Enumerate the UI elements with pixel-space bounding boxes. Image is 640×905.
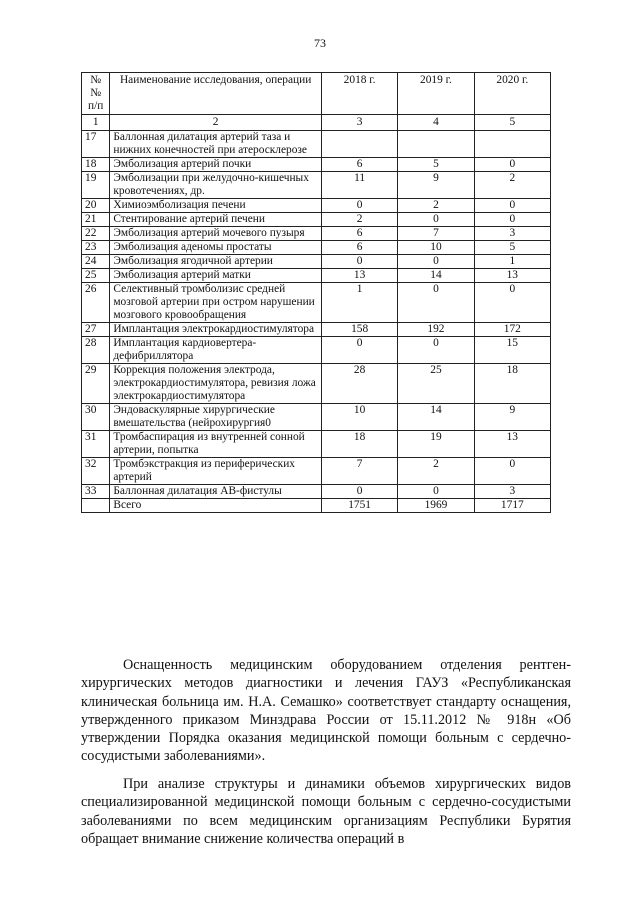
table-row xyxy=(82,227,551,241)
row-2019 xyxy=(398,131,474,158)
row-name: Эмболизация артерий мочевого пузыря xyxy=(110,227,322,241)
row-name: Эмболизация артерий почки xyxy=(110,158,322,172)
row-2018: 0 xyxy=(321,255,397,269)
col-index-5: 5 xyxy=(474,115,550,131)
row-2020: 0 xyxy=(474,199,550,213)
header-name: Наименование исследования, операции xyxy=(110,73,322,115)
row-2019: 2 xyxy=(398,199,474,213)
row-name: Эмболизация артерий матки xyxy=(110,269,322,283)
row-2018: 6 xyxy=(321,227,397,241)
row-2018: 0 xyxy=(321,337,397,364)
col-index-3: 3 xyxy=(321,115,397,131)
column-index-row xyxy=(82,115,551,131)
table-body xyxy=(82,131,551,499)
row-name: Баллонная дилатация артерий таза и нижних конечностей при атеросклерозе xyxy=(110,131,322,158)
col-index-2: 2 xyxy=(110,115,322,131)
table-row xyxy=(82,458,551,485)
row-number: 23 xyxy=(82,241,110,255)
row-2018: 158 xyxy=(321,323,397,337)
operations-table xyxy=(81,72,551,513)
row-number: 22 xyxy=(82,227,110,241)
row-2019: 9 xyxy=(398,172,474,199)
row-2018: 7 xyxy=(321,458,397,485)
row-name: Баллонная дилатация АВ-фистулы xyxy=(110,485,322,499)
table-row xyxy=(82,485,551,499)
row-2019: 19 xyxy=(398,431,474,458)
row-2018: 11 xyxy=(321,172,397,199)
row-2020: 0 xyxy=(474,213,550,227)
table-row xyxy=(82,241,551,255)
row-number: 33 xyxy=(82,485,110,499)
row-number: 28 xyxy=(82,337,110,364)
row-2020: 13 xyxy=(474,431,550,458)
table-row xyxy=(82,323,551,337)
row-number: 30 xyxy=(82,404,110,431)
row-number: 26 xyxy=(82,283,110,323)
col-index-4: 4 xyxy=(398,115,474,131)
row-2018: 10 xyxy=(321,404,397,431)
total-2018: 1751 xyxy=(321,499,397,513)
row-2020: 0 xyxy=(474,458,550,485)
row-2020: 3 xyxy=(474,227,550,241)
row-2019: 0 xyxy=(398,337,474,364)
row-name: Тромбэкстракция из периферических артерий xyxy=(110,458,322,485)
row-2019: 5 xyxy=(398,158,474,172)
paragraph-analysis: При анализе структуры и динамики объемов хирургических видов специализированной медицинской помощи больным с сердечно-сосудистыми заболеваниями по всем медицинским организациям Республики Бурятия обращает внимание снижение количества операций в xyxy=(81,776,571,847)
row-number: 24 xyxy=(82,255,110,269)
row-number: 19 xyxy=(82,172,110,199)
header-2018: 2018 г. xyxy=(321,73,397,115)
row-number: 20 xyxy=(82,199,110,213)
row-2020: 15 xyxy=(474,337,550,364)
row-2019: 7 xyxy=(398,227,474,241)
row-2020: 0 xyxy=(474,158,550,172)
col-index-1: 1 xyxy=(82,115,110,131)
row-2019: 14 xyxy=(398,269,474,283)
row-2020: 2 xyxy=(474,172,550,199)
row-name: Коррекция положения электрода, электрокардиостимулятора, ревизия ложа электрокардиостимулятора xyxy=(110,364,322,404)
row-name: Имплантация кардиовертера-дефибриллятора xyxy=(110,337,322,364)
table-row xyxy=(82,199,551,213)
row-2019: 0 xyxy=(398,213,474,227)
table-row xyxy=(82,404,551,431)
row-2018: 0 xyxy=(321,199,397,213)
table-row xyxy=(82,131,551,158)
table-row xyxy=(82,213,551,227)
row-2018: 2 xyxy=(321,213,397,227)
total-2019: 1969 xyxy=(398,499,474,513)
table-row xyxy=(82,337,551,364)
row-number: 18 xyxy=(82,158,110,172)
table-row xyxy=(82,269,551,283)
row-2020: 13 xyxy=(474,269,550,283)
row-2020: 3 xyxy=(474,485,550,499)
row-name: Эндоваскулярные хирургические вмешательства (нейрохирургия0 xyxy=(110,404,322,431)
row-2020: 1 xyxy=(474,255,550,269)
row-number: 21 xyxy=(82,213,110,227)
row-2018: 6 xyxy=(321,158,397,172)
row-2019: 25 xyxy=(398,364,474,404)
row-name: Имплантация электрокардиостимулятора xyxy=(110,323,322,337)
row-name: Эмболизация аденомы простаты xyxy=(110,241,322,255)
row-2018: 18 xyxy=(321,431,397,458)
row-number: 29 xyxy=(82,364,110,404)
row-name: Стентирование артерий печени xyxy=(110,213,322,227)
row-name: Эмболизации при желудочно-кишечных кровотечениях, др. xyxy=(110,172,322,199)
table-row xyxy=(82,431,551,458)
row-2018 xyxy=(321,131,397,158)
row-number: 17 xyxy=(82,131,110,158)
row-2020: 0 xyxy=(474,283,550,323)
table-row xyxy=(82,172,551,199)
row-2019: 2 xyxy=(398,458,474,485)
table-header-row xyxy=(82,73,551,115)
row-2018: 13 xyxy=(321,269,397,283)
row-2019: 192 xyxy=(398,323,474,337)
row-name: Тромбаспирация из внутренней сонной артерии, попытка xyxy=(110,431,322,458)
table-row xyxy=(82,364,551,404)
header-2019: 2019 г. xyxy=(398,73,474,115)
row-2020: 5 xyxy=(474,241,550,255)
row-2019: 0 xyxy=(398,255,474,269)
header-2020: 2020 г. xyxy=(474,73,550,115)
page-number: 73 xyxy=(314,36,326,50)
row-number: 25 xyxy=(82,269,110,283)
row-2019: 0 xyxy=(398,485,474,499)
table-row xyxy=(82,283,551,323)
row-number: 31 xyxy=(82,431,110,458)
row-2020 xyxy=(474,131,550,158)
total-label: Всего xyxy=(110,499,322,513)
row-2018: 6 xyxy=(321,241,397,255)
header-number: №№ п/п xyxy=(82,73,110,115)
paragraph-equipment: Оснащенность медицинским оборудованием отделения рентген-хирургических методов диагностики и лечения ГАУЗ «Республиканская клиническая больница им. Н.А. Семашко» соответствует стандарту оснащения, утвержденного приказом Минздрава России от 15.11.2012 № 918н «Об утверждении Порядка оказания медицинской помощи больным с сердечно-сосудистыми заболеваниями». xyxy=(81,657,571,765)
row-2019: 0 xyxy=(398,283,474,323)
row-2018: 0 xyxy=(321,485,397,499)
row-2020: 9 xyxy=(474,404,550,431)
row-number: 27 xyxy=(82,323,110,337)
table-row xyxy=(82,255,551,269)
row-2020: 172 xyxy=(474,323,550,337)
row-2019: 10 xyxy=(398,241,474,255)
table-row xyxy=(82,158,551,172)
row-2019: 14 xyxy=(398,404,474,431)
row-2018: 28 xyxy=(321,364,397,404)
row-number: 32 xyxy=(82,458,110,485)
row-name: Эмболизация ягодичной артерии xyxy=(110,255,322,269)
row-name: Химиоэмболизация печени xyxy=(110,199,322,213)
row-2018: 1 xyxy=(321,283,397,323)
total-2020: 1717 xyxy=(474,499,550,513)
total-row xyxy=(82,499,551,513)
row-2020: 18 xyxy=(474,364,550,404)
row-name: Селективный тромболизис средней мозговой артерии при остром нарушении мозгового кровообращения xyxy=(110,283,322,323)
